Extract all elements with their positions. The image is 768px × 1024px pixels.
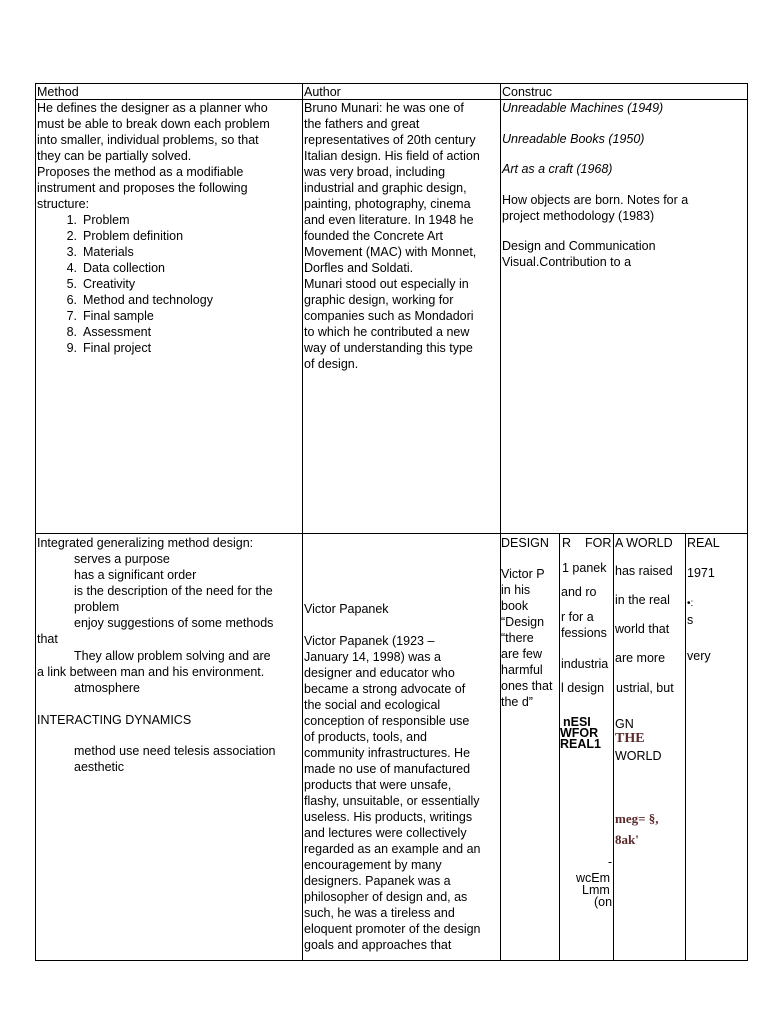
author-line: of design. — [304, 357, 359, 371]
row2-author-cell — [304, 633, 500, 953]
author-line: Victor Papanek (1923 – — [304, 634, 435, 648]
author-line: Italian design. His field of action — [304, 149, 480, 163]
author-line: Movement (MAC) with Monnet, — [304, 245, 477, 259]
sub-d-header: REAL — [687, 536, 720, 550]
sub-a-line: Victor P — [501, 567, 545, 581]
scan-fragment: 8ak' — [615, 832, 639, 847]
sub-b-header: R — [562, 536, 572, 550]
sub-c-line: are more — [615, 651, 666, 665]
method-line: instrument and proposes the following — [37, 181, 248, 195]
sub-d-line: very — [687, 649, 711, 663]
work-title: project methodology (1983) — [502, 209, 655, 223]
sub-a-line: are few — [501, 647, 542, 661]
list-item: 8. Assessment — [66, 325, 152, 339]
work-title: Visual.Contribution to a — [502, 255, 632, 269]
sub-a-line: ones that — [501, 679, 553, 693]
sub-c-line: ustrial, but — [616, 681, 674, 695]
table-border-bottom — [35, 960, 748, 961]
method-item: a link between man and his environment. — [37, 665, 265, 679]
author-line: and even literature. In 1948 he — [304, 213, 474, 227]
author-line: the fathers and great — [304, 117, 420, 131]
row-separator — [35, 533, 748, 534]
method-line: they can be partially solved. — [37, 149, 192, 163]
sub-c-header: A WORLD — [615, 536, 673, 550]
author-line: community infrastructures. He — [304, 746, 471, 760]
method-line: into smaller, individual problems, so that — [37, 133, 259, 147]
sub-a-line: “there — [501, 631, 534, 645]
scan-fragment: - — [608, 855, 613, 869]
author-line: Dorfles and Soldati. — [304, 261, 414, 275]
author-line: painting, photography, cinema — [304, 197, 471, 211]
list-item: 6. Method and technology — [66, 293, 213, 307]
author-line: and lectures were collectively — [304, 826, 467, 840]
scan-fragment: Lmm — [582, 883, 610, 897]
sub-a-line: harmful — [501, 663, 543, 677]
sub-b-line: fessions — [561, 626, 607, 640]
sub-b-line: 1 panek — [562, 561, 607, 575]
scan-fragment: WFOR — [560, 726, 599, 740]
author-line: was very broad, including — [304, 165, 446, 179]
method-item: that — [37, 632, 58, 646]
scan-fragment: nESI — [563, 715, 591, 729]
author-line: regarded as an example and an — [304, 842, 481, 856]
sub-c-line: GN — [615, 717, 634, 731]
table-border-top — [35, 83, 748, 84]
author-line: Bruno Munari: he was one of — [304, 101, 464, 115]
author-line: companies such as Mondadori — [304, 309, 474, 323]
sub-a-header: DESIGN — [501, 536, 549, 550]
method-item: has a significant order — [74, 568, 197, 582]
method-item: They allow problem solving and are — [74, 649, 271, 663]
sub-b-header: FOR — [585, 536, 612, 550]
row1-method-cell — [37, 100, 301, 356]
list-item: 3. Materials — [66, 245, 134, 259]
method-line: He defines the designer as a planner who — [37, 101, 268, 115]
work-title: Unreadable Books (1950) — [502, 132, 645, 146]
author-line: conception of responsible use — [304, 714, 470, 728]
header-author: Author — [304, 85, 341, 99]
author-line: graphic design, working for — [304, 293, 454, 307]
scan-fragment: wcEm — [576, 871, 611, 885]
list-item: 9. Final project — [66, 341, 152, 355]
sub-a-cell — [501, 566, 559, 710]
author-line: goals and approaches that — [304, 938, 452, 952]
method-line: must be able to break down each problem — [37, 117, 270, 131]
author-line: of products, tools, and — [304, 730, 427, 744]
method-item: enjoy suggestions of some methods — [74, 616, 274, 630]
sub-column-divider-2 — [613, 533, 614, 961]
scan-fragment: meg= §, — [615, 811, 659, 826]
author-line: eloquent promoter of the design — [304, 922, 481, 936]
author-line: such, he was a tireless and — [304, 906, 455, 920]
method-item: serves a purpose — [74, 552, 170, 566]
method-item: atmosphere — [74, 681, 141, 695]
work-title: Unreadable Machines (1949) — [502, 101, 664, 115]
sub-c-line: in the real — [615, 593, 670, 607]
author-line: way of understanding this type — [304, 341, 473, 355]
method-line: structure: — [37, 197, 90, 211]
author-line: made no use of manufactured — [304, 762, 471, 776]
sub-a-line: the d” — [501, 695, 533, 709]
sub-b-line: r for a — [561, 610, 594, 624]
author-line: became a strong advocate of — [304, 682, 466, 696]
sub-b-line: and ro — [561, 585, 597, 599]
method-line: Proposes the method as a modifiable — [37, 165, 244, 179]
scan-fragment: REAL1 — [560, 737, 601, 751]
sub-a-line: book — [501, 599, 529, 613]
sub-a-line: in his — [501, 583, 531, 597]
numbered-steps — [37, 212, 301, 356]
column-divider-1 — [302, 83, 303, 961]
author-line: the social and ecological — [304, 698, 441, 712]
author-line: founded the Concrete Art — [304, 229, 443, 243]
author-line: Munari stood out especially in — [304, 277, 469, 291]
sub-c-line: has raised — [615, 564, 673, 578]
table-border-right — [747, 83, 748, 961]
method-title: Integrated generalizing method design: — [37, 536, 254, 550]
scan-fragment: (on — [594, 895, 613, 909]
interacting-dynamics: INTERACTING DYNAMICS — [37, 713, 192, 727]
author-line: industrial and graphic design, — [304, 181, 467, 195]
method-item: is the description of the need for the — [74, 584, 273, 598]
row1-author-cell — [304, 100, 500, 372]
method-item: problem — [74, 600, 120, 614]
column-divider-2 — [500, 83, 501, 961]
sub-column-divider-3 — [685, 533, 686, 961]
author-line: designer and educator who — [304, 666, 455, 680]
work-title: How objects are born. Notes for a — [502, 193, 689, 207]
sub-d-line: 1971 — [687, 566, 715, 580]
author-line: encouragement by many — [304, 858, 442, 872]
scan-fragment: THE — [615, 731, 645, 746]
header-construc: Construc — [502, 85, 553, 99]
sub-d-line: •: — [687, 598, 694, 609]
author-line: philosopher of design and, as — [304, 890, 468, 904]
sub-d-line: s — [687, 613, 694, 627]
author-line: to which he contributed a new — [304, 325, 470, 339]
list-item: 4. Data collection — [66, 261, 165, 275]
telesis-line: method use need telesis association — [74, 744, 276, 758]
sub-a-line: “Design — [501, 615, 545, 629]
sub-b-line: l design — [561, 681, 605, 695]
list-item: 2. Problem definition — [66, 229, 184, 243]
author-line: representatives of 20th century — [304, 133, 476, 147]
author-line: useless. His products, writings — [304, 810, 473, 824]
author-line: January 14, 1998) was a — [304, 650, 441, 664]
sub-c-line: WORLD — [615, 749, 662, 763]
list-item: 7. Final sample — [66, 309, 154, 323]
header-method: Method — [37, 85, 79, 99]
sub-b-line: industria — [561, 657, 609, 671]
list-item: 1. Problem — [66, 213, 130, 227]
telesis-line: aesthetic — [74, 760, 125, 774]
author-line: flashy, unsuitable, or essentially — [304, 794, 480, 808]
table-border-left — [35, 83, 36, 961]
work-title: Design and Communication — [502, 239, 656, 253]
author-line: products that were unsafe, — [304, 778, 452, 792]
author-name: Victor Papanek — [304, 602, 389, 616]
work-title: Art as a craft (1968) — [502, 162, 613, 176]
list-item: 5. Creativity — [66, 277, 136, 291]
author-line: designers. Papanek was a — [304, 874, 451, 888]
sub-c-line: world that — [615, 622, 670, 636]
